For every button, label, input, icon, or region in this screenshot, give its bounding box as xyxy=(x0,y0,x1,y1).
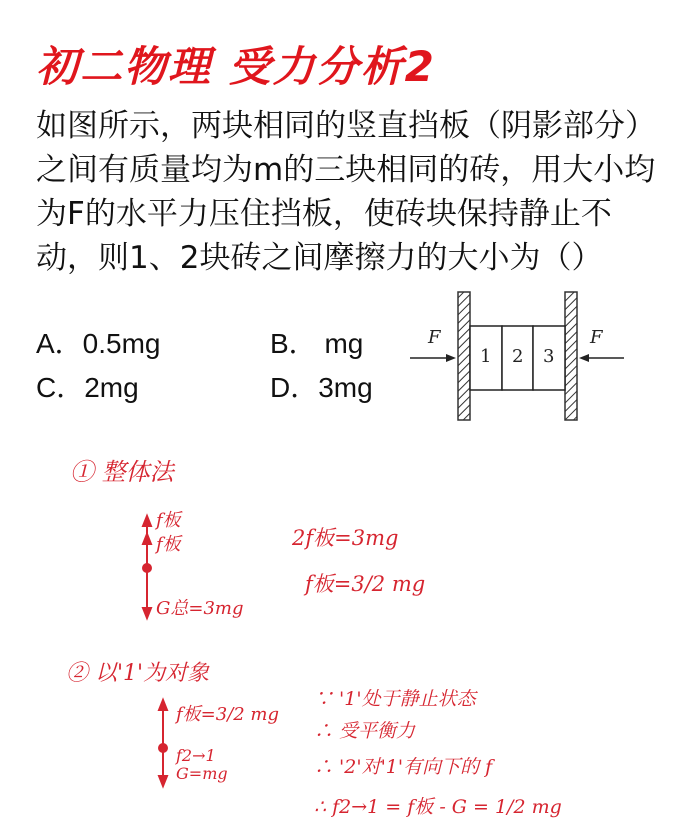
m2-reason-line-1: ∵ '1'处于静止状态 xyxy=(314,688,476,710)
brick-2-label: 2 xyxy=(512,346,524,367)
option-d: D．3mg xyxy=(270,372,373,403)
method2-heading: ② 以'1'为对象 xyxy=(66,661,210,686)
page-title: 初二物理 受力分析2 xyxy=(36,42,436,91)
m1-point xyxy=(143,564,151,572)
m2-reason-line-4: ∴ f2→1 = f板 - G = 1/2 mg xyxy=(314,796,562,818)
m2-reason-line-2: ∴ 受平衡力 xyxy=(314,720,416,742)
brick-3-label: 3 xyxy=(543,346,555,367)
m2-arrow-down1-label: f2→1 xyxy=(176,746,216,765)
m1-equation-2: f板=3/2 mg xyxy=(305,572,426,596)
m1-arrow-up1-label: f板 xyxy=(156,510,181,531)
method1-heading: ① 整体法 xyxy=(70,458,174,486)
m2-arrow-up-label: f板=3/2 mg xyxy=(176,704,280,725)
force-right-label: F xyxy=(590,327,603,348)
brick-1-label: 1 xyxy=(480,346,492,367)
m1-arrow-up2-label: f板 xyxy=(156,534,181,555)
m2-point xyxy=(159,744,167,752)
right-plate xyxy=(565,292,577,420)
option-a: A．0.5mg xyxy=(36,328,161,359)
m1-arrow-down-label: G总=3mg xyxy=(156,598,244,619)
force-left-label: F xyxy=(428,327,441,348)
left-plate xyxy=(458,292,470,420)
option-c: C．2mg xyxy=(36,372,139,403)
m2-reason-line-3: ∴ '2'对'1'有向下的 f xyxy=(314,756,493,778)
option-b: B． mg xyxy=(270,328,364,359)
problem-text: 如图所示，两块相同的竖直挡板（阴影部分）之间有质量均为m的三块相同的砖，用大小均为F的水平力压住挡板，使砖块保持静止不动，则1、2块砖之间摩擦力的大小为（） xyxy=(36,108,656,276)
m1-equation-1: 2f板=3mg xyxy=(292,526,399,550)
m2-arrow-down2-label: G=mg xyxy=(176,764,228,783)
